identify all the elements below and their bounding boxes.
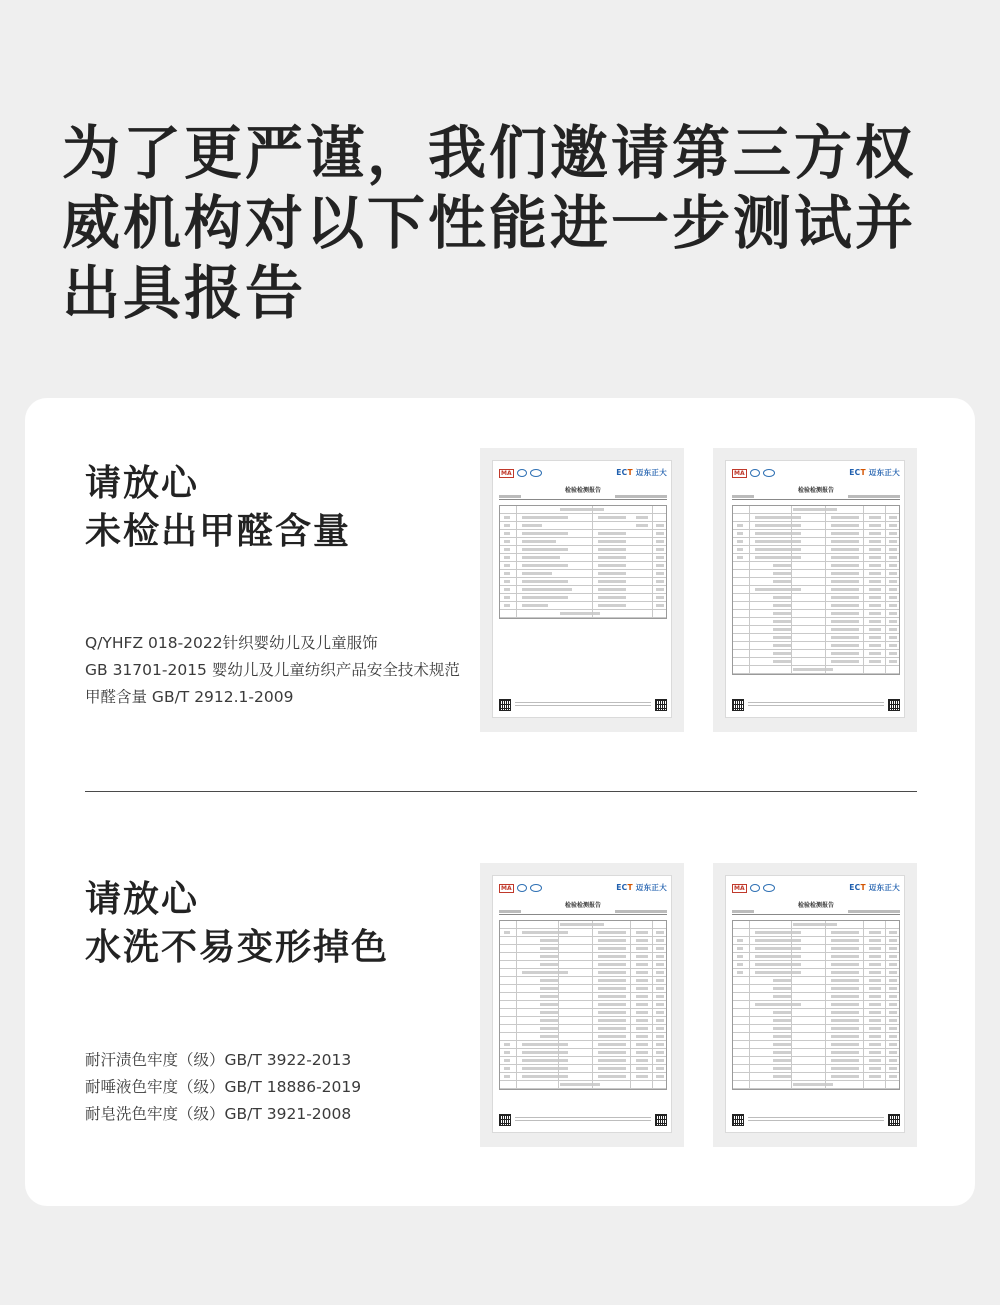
report-thumbnail[interactable] — [480, 448, 684, 732]
report-thumbnail[interactable] — [713, 448, 917, 732]
report-sheet — [492, 875, 672, 1133]
report-meta-line — [499, 495, 667, 500]
colorfastness-claim — [85, 876, 389, 972]
report-sheet — [492, 460, 672, 718]
report-title: 检验检测报告 — [797, 487, 834, 494]
certification-seal-icon — [517, 884, 527, 892]
report-table — [732, 920, 900, 1090]
report-footer — [499, 1112, 667, 1126]
cma-mark-icon: MA — [734, 885, 745, 892]
cnas-seal-icon — [763, 469, 775, 477]
cma-mark-icon: MA — [501, 885, 512, 892]
report-title: 检验检测报告 — [564, 902, 601, 909]
report-footer — [732, 697, 900, 711]
claim-line-1: 请放心 — [85, 463, 200, 504]
standard-item: 耐汗渍色牢度（级）GB/T 3922-2013 — [85, 1051, 352, 1069]
standards-list — [85, 1047, 361, 1128]
standards-list — [85, 630, 460, 711]
report-header — [732, 467, 900, 481]
qr-code-icon — [499, 1114, 511, 1126]
lab-brand-logo: ECT 迈东正大 — [616, 468, 667, 477]
page-headline: 为了更严谨，我们邀请第三方权威机构对以下性能进一步测试并出具报告 — [62, 119, 917, 327]
section-divider — [85, 791, 917, 792]
report-footer — [732, 1112, 900, 1126]
standard-item: 甲醛含量 GB/T 2912.1-2009 — [85, 688, 294, 706]
report-header — [732, 882, 900, 896]
claim-line-2: 水洗不易变形掉色 — [85, 927, 390, 968]
report-title: 检验检测报告 — [564, 487, 601, 494]
report-table — [732, 505, 900, 675]
qr-code-icon — [888, 1114, 900, 1126]
lab-brand-logo: ECT 迈东正大 — [849, 883, 900, 892]
report-meta-line — [499, 910, 667, 915]
report-footer — [499, 697, 667, 711]
qr-code-icon — [732, 699, 744, 711]
qr-code-icon — [888, 699, 900, 711]
cnas-seal-icon — [763, 884, 775, 892]
colorfastness-section — [25, 813, 975, 1206]
report-table — [499, 920, 667, 1090]
standard-item: Q/YHFZ 018-2022针织婴幼儿及儿童服饰 — [85, 634, 378, 652]
formaldehyde-section — [25, 398, 975, 791]
report-sheet — [725, 875, 905, 1133]
qr-code-icon — [499, 699, 511, 711]
report-header — [499, 882, 667, 896]
standard-item: 耐皂洗色牢度（级）GB/T 3921-2008 — [85, 1105, 352, 1123]
certification-seal-icon — [517, 469, 527, 477]
cnas-seal-icon — [530, 884, 542, 892]
lab-brand-logo: ECT 迈东正大 — [849, 468, 900, 477]
standard-item: GB 31701-2015 婴幼儿及儿童纺织产品安全技术规范 — [85, 661, 460, 679]
qr-code-icon — [655, 699, 667, 711]
claim-line-1: 请放心 — [85, 879, 200, 920]
report-title: 检验检测报告 — [797, 902, 834, 909]
report-thumbnail[interactable] — [480, 863, 684, 1147]
report-sheet — [725, 460, 905, 718]
test-report-card — [25, 398, 975, 1206]
formaldehyde-claim — [85, 460, 351, 556]
cma-mark-icon: MA — [501, 470, 512, 477]
certification-seal-icon — [750, 469, 760, 477]
qr-code-icon — [732, 1114, 744, 1126]
report-header — [499, 467, 667, 481]
report-meta-line — [732, 495, 900, 500]
qr-code-icon — [655, 1114, 667, 1126]
cnas-seal-icon — [530, 469, 542, 477]
report-table — [499, 505, 667, 619]
standard-item: 耐唾液色牢度（级）GB/T 18886-2019 — [85, 1078, 362, 1096]
lab-brand-logo: ECT 迈东正大 — [616, 883, 667, 892]
cma-mark-icon: MA — [734, 470, 745, 477]
report-thumbnail[interactable] — [713, 863, 917, 1147]
claim-line-2: 未检出甲醛含量 — [85, 511, 352, 552]
report-meta-line — [732, 910, 900, 915]
certification-seal-icon — [750, 884, 760, 892]
